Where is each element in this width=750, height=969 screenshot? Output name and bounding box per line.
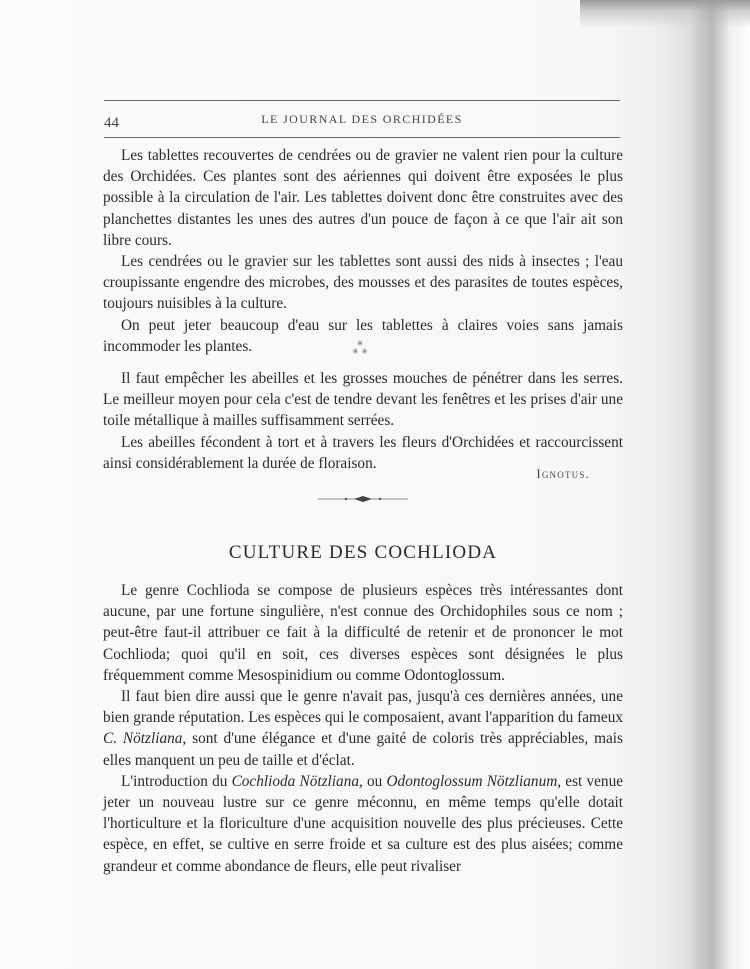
text-run: ou bbox=[362, 772, 387, 790]
text-run: est venue jeter un nouveau lustre sur ce genre méconnu, en même temps qu'elle dotait l'horticulture et la floriculture d'une acquisition nouvelle des plus précieuses. Cette espèce, en effet, se cultive en serre froide et sa culture est des plus aisées; comme grandeur et comme abondance de fleurs, elle peut rivaliser bbox=[103, 772, 624, 875]
section-abeilles bbox=[103, 368, 623, 474]
page-number: 44 bbox=[104, 115, 119, 131]
text-run: sont d'une élégance et d'une gaité de coloris très appréciables, mais elles manquent un peu de taille et d'éclat. bbox=[103, 730, 623, 769]
article-body bbox=[103, 580, 623, 877]
paragraph: Il faut empêcher les abeilles et les grosses mouches de pénétrer dans les serres. Le meilleur moyen pour cela c'est de tendre devant les fenêtres et les prises d'air une toile métallique à mailles suffisamment serrées. bbox=[103, 370, 623, 430]
ornament-divider bbox=[318, 493, 408, 505]
paragraph bbox=[103, 771, 623, 877]
paragraph: Les abeilles fécondent à tort et à travers les fleurs d'Orchidées et raccourcissent ainsi considérablement la durée de floraison. bbox=[103, 433, 623, 472]
text-run: L'introduction du bbox=[121, 772, 232, 790]
journal-title: LE JOURNAL DES ORCHIDÉES bbox=[261, 112, 463, 126]
paragraph: On peut jeter beaucoup d'eau sur les tablettes à claires voies sans jamais incommoder les plantes. bbox=[103, 316, 623, 355]
paragraph: Les cendrées ou le gravier sur les tablettes sont aussi des nids à insectes ; l'eau croupissante engendre des microbes, des mousses et des parasites de toutes espèces, toujours nuisibles à la culture. bbox=[103, 253, 623, 313]
paragraph bbox=[103, 686, 623, 771]
paragraph: Le genre Cochlioda se compose de plusieurs espèces très intéressantes dont aucune, par une fortune singulière, n'est connue des Orchidophiles sous ce nom ; peut-être faut-il attribuer ce fait à la difficulté de retenir et de prononcer le mot Cochlioda; quoi qu'il en soit, ces diverses espèces sont désignées le plus fréquemment comme Mesospinidium ou comme Odontoglossum. bbox=[103, 582, 623, 684]
book-spine-shadow bbox=[690, 0, 730, 969]
running-header bbox=[104, 100, 620, 138]
asterism-separator: ✳ ✳ ✳ bbox=[352, 339, 368, 356]
species-name: Odontoglossum Nötzlianum, bbox=[386, 772, 562, 790]
article-title: CULTURE DES COCHLIODA bbox=[228, 542, 498, 563]
species-name: C. Nötzliana, bbox=[103, 730, 187, 748]
paragraph: Les tablettes recouvertes de cendrées ou de gravier ne valent rien pour la culture des Orchidées. Ces plantes sont des aériennes qui doivent être exposées le plus possible à la circulation de l'air. Les tablettes doivent donc être construites avec des planchettes distantes les unes des autres d'un pouce de façon à ce que l'air ait son libre cours. bbox=[103, 147, 623, 249]
text-run: Il faut bien dire aussi que le genre n'avait pas, jusqu'à ces dernières années, une bien grande réputation. Les espèces qui le composaient, avant l'apparition du fameux bbox=[103, 688, 623, 727]
author-signature: Ignotus. bbox=[536, 466, 590, 481]
species-name: Cochlioda Nötzliana, bbox=[231, 772, 363, 790]
section-tablettes bbox=[103, 145, 623, 357]
